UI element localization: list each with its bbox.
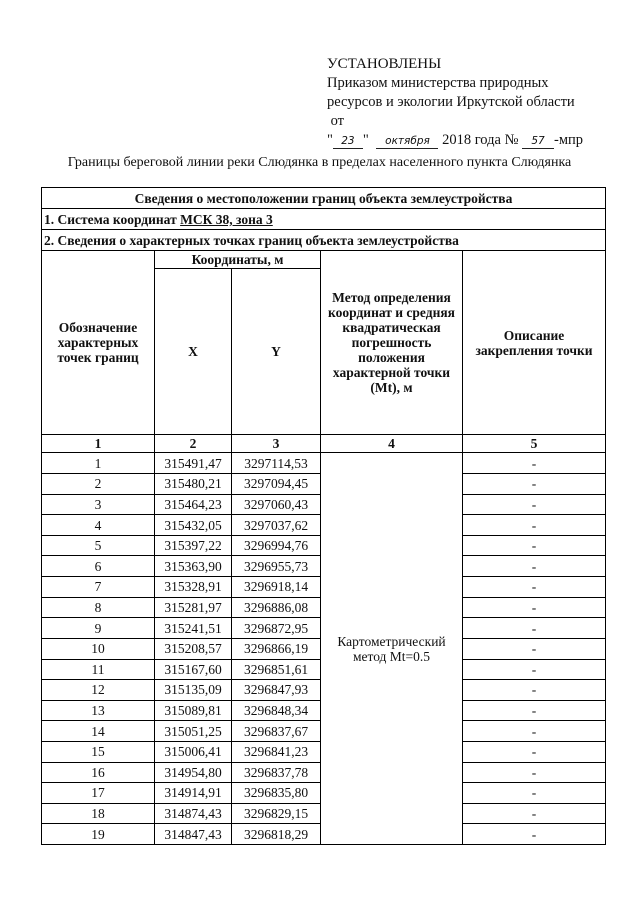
quote-close: " bbox=[362, 132, 369, 148]
description-cell: - bbox=[463, 515, 606, 536]
point-number-cell: 12 bbox=[42, 680, 155, 701]
y-coordinate-cell: 3296918,14 bbox=[232, 577, 321, 598]
coord-system-cell bbox=[42, 209, 606, 230]
handwritten-day: 23 bbox=[333, 135, 363, 149]
point-number-cell: 16 bbox=[42, 762, 155, 783]
point-number-cell: 4 bbox=[42, 515, 155, 536]
column-number: 1 bbox=[42, 435, 155, 453]
y-coordinate-cell: 3296955,73 bbox=[232, 556, 321, 577]
description-cell: - bbox=[463, 618, 606, 639]
x-coordinate-cell: 315397,22 bbox=[155, 535, 232, 556]
handwritten-order-number: 57 bbox=[522, 135, 554, 149]
point-number-cell: 9 bbox=[42, 618, 155, 639]
description-cell: - bbox=[463, 680, 606, 701]
x-coordinate-cell: 314874,43 bbox=[155, 803, 232, 824]
column-number: 5 bbox=[463, 435, 606, 453]
point-number-cell: 19 bbox=[42, 824, 155, 845]
column-header-row-1 bbox=[42, 251, 606, 269]
column-number: 2 bbox=[155, 435, 232, 453]
description-cell: - bbox=[463, 494, 606, 515]
y-coordinate-cell: 3297114,53 bbox=[232, 453, 321, 474]
y-coordinate-cell: 3296994,76 bbox=[232, 535, 321, 556]
order-suffix: -мпр bbox=[554, 132, 584, 148]
column-numbers-row bbox=[42, 435, 606, 453]
description-cell: - bbox=[463, 535, 606, 556]
y-coordinate-cell: 3296835,80 bbox=[232, 783, 321, 804]
x-coordinate-cell: 315089,81 bbox=[155, 700, 232, 721]
table-body bbox=[42, 453, 606, 845]
description-cell: - bbox=[463, 762, 606, 783]
x-coordinate-cell: 315281,97 bbox=[155, 597, 232, 618]
approval-date-line bbox=[327, 131, 627, 150]
point-number-cell: 7 bbox=[42, 577, 155, 598]
x-coordinate-cell: 315006,41 bbox=[155, 741, 232, 762]
approval-stamp bbox=[327, 55, 627, 150]
y-coordinate-cell: 3296851,61 bbox=[232, 659, 321, 680]
description-cell: - bbox=[463, 577, 606, 598]
document-subtitle: Границы береговой линии реки Слюдянка в пределах населенного пункта Слюдянка bbox=[67, 155, 572, 170]
coord-system-row bbox=[42, 209, 606, 230]
point-number-cell: 15 bbox=[42, 741, 155, 762]
header-x: X bbox=[155, 269, 232, 435]
x-coordinate-cell: 314914,91 bbox=[155, 783, 232, 804]
point-number-cell: 6 bbox=[42, 556, 155, 577]
y-coordinate-cell: 3297037,62 bbox=[232, 515, 321, 536]
header-designation: Обозначение характерных точек границ bbox=[42, 251, 155, 435]
description-cell: - bbox=[463, 741, 606, 762]
point-number-cell: 1 bbox=[42, 453, 155, 474]
point-number-cell: 3 bbox=[42, 494, 155, 515]
x-coordinate-cell: 315480,21 bbox=[155, 474, 232, 495]
y-coordinate-cell: 3296818,29 bbox=[232, 824, 321, 845]
x-coordinate-cell: 315328,91 bbox=[155, 577, 232, 598]
x-coordinate-cell: 315208,57 bbox=[155, 638, 232, 659]
year-text: 2018 года № bbox=[442, 132, 519, 148]
x-coordinate-cell: 314847,43 bbox=[155, 824, 232, 845]
header-coordinates: Координаты, м bbox=[155, 251, 321, 269]
approval-from-label bbox=[327, 112, 627, 131]
y-coordinate-cell: 3296866,19 bbox=[232, 638, 321, 659]
description-cell: - bbox=[463, 721, 606, 742]
header-y: Y bbox=[232, 269, 321, 435]
description-cell: - bbox=[463, 474, 606, 495]
section-title: Сведения о местоположении границ объекта землеустройства bbox=[42, 188, 606, 209]
y-coordinate-cell: 3296829,15 bbox=[232, 803, 321, 824]
point-number-cell: 5 bbox=[42, 535, 155, 556]
x-coordinate-cell: 315135,09 bbox=[155, 680, 232, 701]
point-number-cell: 13 bbox=[42, 700, 155, 721]
header-method: Метод определения координат и средняя квадратическая погрешность положения характерной точки (Mt), м bbox=[321, 251, 463, 435]
from-text: от bbox=[330, 113, 345, 129]
coord-system-value: МСК 38, зона 3 bbox=[180, 211, 273, 227]
column-number: 3 bbox=[232, 435, 321, 453]
y-coordinate-cell: 3297094,45 bbox=[232, 474, 321, 495]
approval-order-line: Приказом министерства природных bbox=[327, 75, 549, 91]
description-cell: - bbox=[463, 638, 606, 659]
y-coordinate-cell: 3297060,43 bbox=[232, 494, 321, 515]
description-cell: - bbox=[463, 783, 606, 804]
point-number-cell: 2 bbox=[42, 474, 155, 495]
description-cell: - bbox=[463, 453, 606, 474]
x-coordinate-cell: 315167,60 bbox=[155, 659, 232, 680]
x-coordinate-cell: 314954,80 bbox=[155, 762, 232, 783]
x-coordinate-cell: 315051,25 bbox=[155, 721, 232, 742]
point-number-cell: 14 bbox=[42, 721, 155, 742]
x-coordinate-cell: 315464,23 bbox=[155, 494, 232, 515]
x-coordinate-cell: 315363,90 bbox=[155, 556, 232, 577]
point-number-cell: 18 bbox=[42, 803, 155, 824]
section-title-row bbox=[42, 188, 606, 209]
description-cell: - bbox=[463, 700, 606, 721]
approval-heading: УСТАНОВЛЕНЫ bbox=[327, 56, 442, 72]
approval-ministry-line: ресурсов и экологии Иркутской области bbox=[327, 94, 575, 110]
x-coordinate-cell: 315491,47 bbox=[155, 453, 232, 474]
point-number-cell: 10 bbox=[42, 638, 155, 659]
points-title-row bbox=[42, 230, 606, 251]
y-coordinate-cell: 3296837,78 bbox=[232, 762, 321, 783]
y-coordinate-cell: 3296837,67 bbox=[232, 721, 321, 742]
description-cell: - bbox=[463, 597, 606, 618]
table-row bbox=[42, 453, 606, 474]
column-number: 4 bbox=[321, 435, 463, 453]
y-coordinate-cell: 3296872,95 bbox=[232, 618, 321, 639]
y-coordinate-cell: 3296847,93 bbox=[232, 680, 321, 701]
description-cell: - bbox=[463, 556, 606, 577]
coord-system-prefix: 1. Система координат bbox=[44, 211, 177, 227]
point-number-cell: 17 bbox=[42, 783, 155, 804]
y-coordinate-cell: 3296848,34 bbox=[232, 700, 321, 721]
method-cell: Картометрический метод Mt=0.5 bbox=[321, 453, 463, 845]
header-description: Описание закрепления точки bbox=[463, 251, 606, 435]
description-cell: - bbox=[463, 803, 606, 824]
x-coordinate-cell: 315241,51 bbox=[155, 618, 232, 639]
x-coordinate-cell: 315432,05 bbox=[155, 515, 232, 536]
points-title: 2. Сведения о характерных точках границ объекта землеустройства bbox=[42, 230, 606, 251]
quote-open: " bbox=[327, 132, 333, 148]
boundary-points-table bbox=[41, 187, 606, 845]
y-coordinate-cell: 3296886,08 bbox=[232, 597, 321, 618]
point-number-cell: 8 bbox=[42, 597, 155, 618]
description-cell: - bbox=[463, 824, 606, 845]
point-number-cell: 11 bbox=[42, 659, 155, 680]
y-coordinate-cell: 3296841,23 bbox=[232, 741, 321, 762]
description-cell: - bbox=[463, 659, 606, 680]
handwritten-month: октября bbox=[376, 135, 438, 149]
